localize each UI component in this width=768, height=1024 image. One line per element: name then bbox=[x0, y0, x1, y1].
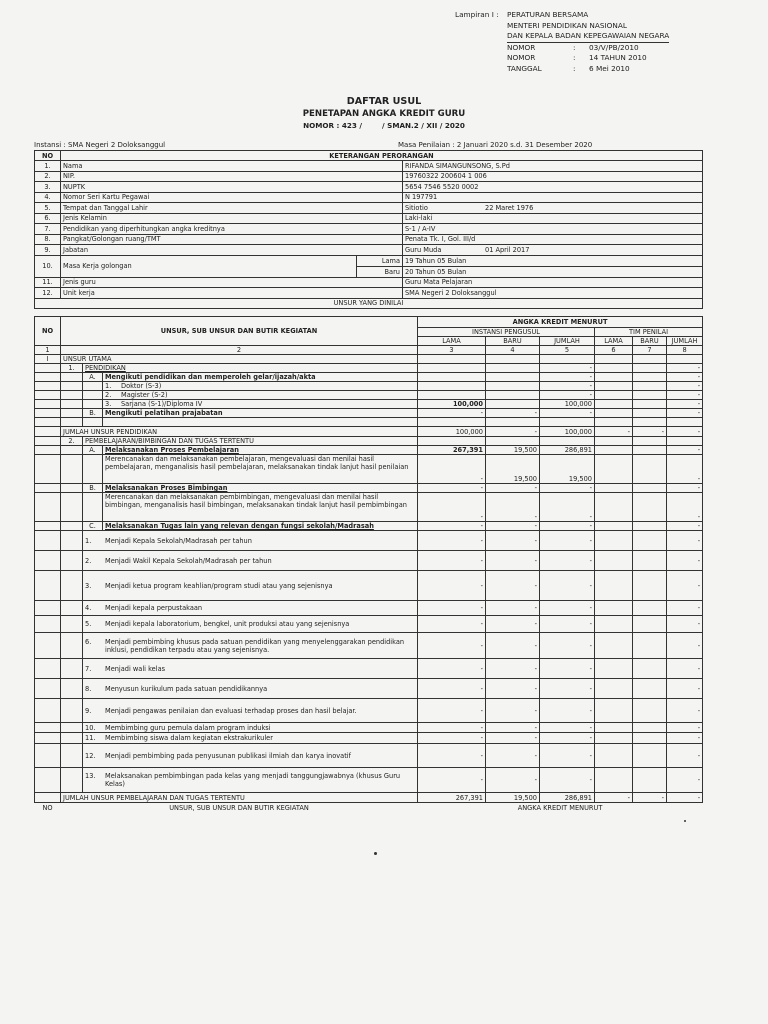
value-jumlah: 19,500 bbox=[540, 455, 595, 484]
col-number: 6 bbox=[595, 346, 633, 355]
task-row: 4. Menjadi kepala perpustakaan - - - - bbox=[35, 601, 703, 616]
item-letter: A. bbox=[83, 373, 103, 382]
header-jumlah: JUMLAH bbox=[540, 337, 595, 346]
masa-kerja-row-lama bbox=[35, 255, 703, 266]
row-value: S-1 / A-IV bbox=[403, 224, 703, 235]
personal-row bbox=[35, 203, 703, 214]
pembelajaran-row bbox=[35, 437, 703, 446]
col-number: 7 bbox=[633, 346, 667, 355]
col-number: 1 bbox=[35, 346, 61, 355]
sub-no: 1. bbox=[61, 364, 83, 373]
personal-row bbox=[35, 224, 703, 235]
item-letter: C. bbox=[83, 522, 103, 531]
item-title: Mengikuti pendidikan dan memperoleh gelar/ijazah/akta bbox=[103, 373, 418, 382]
row-label: Jabatan bbox=[61, 245, 403, 256]
task-row: 2. Menjadi Wakil Kepala Sekolah/Madrasah per tahun - - - - bbox=[35, 551, 703, 571]
task-row: 8. Menyusun kurikulum pada satuan pendidikannya - - - - bbox=[35, 679, 703, 699]
item-title: Melaksanakan Proses Pembelajaran bbox=[103, 446, 418, 455]
proses-pembelajaran-desc-row: Merencanakan dan melaksanakan pembelajaran, mengevaluasi dan menilai hasil pembelajaran, menganalisis hasil pembelajaran, melaksanakan tindak lanjut hasil penilaian - 19,500 19,500 - bbox=[35, 455, 703, 484]
row-no: I bbox=[35, 355, 61, 364]
value-jumlah: 100,000 bbox=[540, 427, 595, 437]
task-row: 12. Menjadi pembimbing pada penyusunan publikasi ilmiah dan karya inovatif - - - - bbox=[35, 744, 703, 768]
row-label: Tempat dan Tanggal Lahir bbox=[61, 203, 403, 214]
lampiran-line-3: DAN KEPALA BADAN KEPEGAWAIAN NEGARA bbox=[507, 31, 669, 43]
header-no: NO bbox=[35, 317, 61, 346]
row-no: 3. bbox=[35, 182, 61, 193]
title-nomor: NOMOR : 423 / / SMAN.2 / XII / 2020 bbox=[303, 121, 465, 130]
value-baru: 19,500 bbox=[486, 446, 540, 455]
unsur-utama-label: UNSUR UTAMA bbox=[61, 355, 418, 364]
header-unsur: UNSUR, SUB UNSUR DAN BUTIR KEGIATAN bbox=[61, 317, 418, 346]
pendidikan-b-row: B. Mengikuti pelatihan prajabatan - - - - bbox=[35, 409, 703, 418]
header-jumlah: JUMLAH bbox=[667, 337, 703, 346]
unsur-dinilai-row bbox=[35, 298, 703, 308]
jumlah-label: JUMLAH UNSUR PENDIDIKAN bbox=[61, 427, 418, 437]
lampiran-line-2: MENTERI PENDIDIKAN NASIONAL bbox=[507, 20, 627, 30]
item-letter: B. bbox=[83, 484, 103, 493]
title-daftar-usul: DAFTAR USUL bbox=[346, 96, 422, 107]
row-label: NIP. bbox=[61, 171, 403, 182]
row-label: Pangkat/Golongan ruang/TMT bbox=[61, 234, 403, 245]
unsur-utama-row bbox=[35, 355, 703, 364]
col-number: 5 bbox=[540, 346, 595, 355]
row-no: 10. bbox=[35, 255, 61, 277]
task-row: 3. Menjadi ketua program keahlian/program studi atau yang sejenisnya - - - - bbox=[35, 571, 703, 601]
lama-label: Lama bbox=[357, 255, 403, 266]
row-value: Laki-laki bbox=[403, 213, 703, 224]
header-lama: LAMA bbox=[595, 337, 633, 346]
pendidikan-row: 1. PENDIDIKAN - - bbox=[35, 364, 703, 373]
lampiran-label: Lampiran I : bbox=[455, 10, 499, 19]
jumlah-pendidikan-row: JUMLAH UNSUR PENDIDIKAN 100,000 - 100,000 - - - bbox=[35, 427, 703, 437]
footer-angka-kredit: ANGKA KREDIT MENURUT bbox=[517, 803, 603, 812]
row-value: 5654 7546 5520 0002 bbox=[403, 182, 703, 193]
proses-bimbingan-desc-row: Merencanakan dan melaksanakan pembimbingan, mengevaluasi dan menilai hasil bimbingan, menganalisis hasil bimbingan, melaksanakan tindak lanjut hasil pembimbingan - - - - bbox=[35, 493, 703, 522]
col-number: 2 bbox=[61, 346, 418, 355]
item-title: Melaksanakan Tugas lain yang relevan dengan fungsi sekolah/Madrasah bbox=[103, 522, 418, 531]
row-value: Guru Mata Pelajaran bbox=[403, 277, 703, 288]
lampiran-line-1: PERATURAN BERSAMA bbox=[507, 10, 589, 19]
jumlah-label: JUMLAH UNSUR PEMBELAJARAN DAN TUGAS TERTENTU bbox=[61, 793, 418, 803]
task-row: 1. Menjadi Kepala Sekolah/Madrasah per tahun - - - - bbox=[35, 531, 703, 551]
row-value: Sitiotio 22 Maret 1976 bbox=[403, 203, 703, 214]
item-title: Melaksanakan Proses Bimbingan bbox=[103, 484, 418, 493]
value-jumlah: 100,000 bbox=[540, 400, 595, 409]
row-no: 6. bbox=[35, 213, 61, 224]
header-no: NO bbox=[35, 151, 61, 161]
degree-row: 1. Doktor (S-3) - - bbox=[35, 382, 703, 391]
proses-bimbingan-row: B. Melaksanakan Proses Bimbingan - - - - bbox=[35, 484, 703, 493]
baru-value: 20 Tahun 05 Bulan bbox=[403, 266, 703, 277]
value-lama: 100,000 bbox=[418, 427, 486, 437]
item-description: Merencanakan dan melaksanakan pembimbingan, mengevaluasi dan menilai hasil bimbingan, menganalisis hasil bimbingan, melaksanakan tindak lanjut hasil pembimbingan bbox=[103, 493, 418, 522]
value-lama: 267,391 bbox=[418, 446, 486, 455]
row-no: 5. bbox=[35, 203, 61, 214]
task-row: 5. Menjadi kepala laboratorium, bengkel, unit produksi atau yang sejenisnya - - - - bbox=[35, 616, 703, 633]
row-no: 8. bbox=[35, 234, 61, 245]
footer-unsur: UNSUR, SUB UNSUR DAN BUTIR KEGIATAN bbox=[169, 803, 309, 812]
header-lama: LAMA bbox=[418, 337, 486, 346]
blank-row bbox=[35, 418, 703, 427]
task-row: 11. Membimbing siswa dalam kegiatan ekstrakurikuler - - - - bbox=[35, 733, 703, 744]
row-no: 7. bbox=[35, 224, 61, 235]
personal-info-table bbox=[34, 150, 703, 309]
task-row: 7. Menjadi wali kelas - - - - bbox=[35, 659, 703, 679]
pendidikan-label: PENDIDIKAN bbox=[83, 364, 418, 373]
footer-no: NO bbox=[42, 803, 53, 812]
degree-row: 3. Sarjana (S-1)/Diploma IV 100,000 100,000 - bbox=[35, 400, 703, 409]
row-value: Guru Muda 01 April 2017 bbox=[403, 245, 703, 256]
row-label: NUPTK bbox=[61, 182, 403, 193]
value-lama: 267,391 bbox=[418, 793, 486, 803]
value-baru: 19,500 bbox=[486, 793, 540, 803]
row-value: Penata Tk. I, Gol. III/d bbox=[403, 234, 703, 245]
item-letter: B. bbox=[83, 409, 103, 418]
row-label: Pendidikan yang diperhitungkan angka kreditnya bbox=[61, 224, 403, 235]
row-label: Nomor Seri Kartu Pegawai bbox=[61, 192, 403, 203]
baru-label: Baru bbox=[357, 266, 403, 277]
pembelajaran-label: PEMBELAJARAN/BIMBINGAN DAN TUGAS TERTENTU bbox=[83, 437, 418, 446]
personal-row bbox=[35, 245, 703, 256]
row-no: 9. bbox=[35, 245, 61, 256]
value-jumlah: 286,891 bbox=[540, 446, 595, 455]
personal-row bbox=[35, 213, 703, 224]
row-label: Unit kerja bbox=[61, 288, 403, 299]
row-label: Jenis guru bbox=[61, 277, 403, 288]
row-no: 11. bbox=[35, 277, 61, 288]
instansi-text: Instansi : SMA Negeri 2 Doloksanggul bbox=[34, 141, 166, 149]
header-tim-penilai: TIM PENILAI bbox=[595, 328, 703, 337]
col-number: 4 bbox=[486, 346, 540, 355]
jumlah-pembelajaran-row: JUMLAH UNSUR PEMBELAJARAN DAN TUGAS TERTENTU 267,391 19,500 286,891 - - - bbox=[35, 793, 703, 803]
sub-no: 2. bbox=[61, 437, 83, 446]
value-jumlah: 286,891 bbox=[540, 793, 595, 803]
title-penetapan: PENETAPAN ANGKA KREDIT GURU bbox=[302, 109, 466, 119]
task-row: 10. Membimbing guru pemula dalam program induksi - - - - bbox=[35, 723, 703, 733]
value-lama: 100,000 bbox=[418, 400, 486, 409]
value-baru: 19,500 bbox=[486, 455, 540, 484]
header-row-1 bbox=[35, 317, 703, 328]
header-baru: BARU bbox=[633, 337, 667, 346]
lama-value: 19 Tahun 05 Bulan bbox=[403, 255, 703, 266]
personal-row bbox=[35, 288, 703, 299]
proses-pembelajaran-row: A. Melaksanakan Proses Pembelajaran 267,391 19,500 286,891 - bbox=[35, 446, 703, 455]
personal-row bbox=[35, 171, 703, 182]
row-label: Jenis Kelamin bbox=[61, 213, 403, 224]
header-keterangan: KETERANGAN PERORANGAN bbox=[61, 151, 703, 161]
personal-row bbox=[35, 192, 703, 203]
personal-row bbox=[35, 182, 703, 193]
row-label: Nama bbox=[61, 161, 403, 172]
row-no: 1. bbox=[35, 161, 61, 172]
task-row: 13. Melaksanakan pembimbingan pada kelas yang menjadi tanggungjawabnya (khusus Guru Kelas) - - - - bbox=[35, 768, 703, 793]
document-title-block bbox=[0, 96, 768, 130]
scan-speck bbox=[684, 820, 686, 822]
row-value: N 197791 bbox=[403, 192, 703, 203]
personal-header-row bbox=[35, 151, 703, 161]
number-row bbox=[35, 346, 703, 355]
unsur-dinilai-header: UNSUR YANG DINILAI bbox=[35, 298, 703, 308]
item-description: Merencanakan dan melaksanakan pembelajaran, mengevaluasi dan menilai hasil pembelajaran, menganalisis hasil pembelajaran, melaksanakan tindak lanjut hasil penilaian bbox=[103, 455, 418, 484]
row-no: 2. bbox=[35, 171, 61, 182]
lampiran-nomor-2: NOMOR : 14 TAHUN 2010 bbox=[507, 53, 647, 63]
footer-header-row bbox=[35, 803, 703, 813]
col-number: 8 bbox=[667, 346, 703, 355]
row-value: SMA Negeri 2 Doloksanggul bbox=[403, 288, 703, 299]
lampiran-tanggal: TANGGAL : 6 Mei 2010 bbox=[507, 63, 630, 73]
header-instansi: INSTANSI PENGUSUL bbox=[418, 328, 595, 337]
item-title: Mengikuti pelatihan prajabatan bbox=[103, 409, 418, 418]
personal-row bbox=[35, 161, 703, 172]
credit-table bbox=[34, 316, 703, 813]
personal-row bbox=[35, 234, 703, 245]
header-baru: BARU bbox=[486, 337, 540, 346]
pendidikan-a-row: A. Mengikuti pendidikan dan memperoleh gelar/ijazah/akta - - bbox=[35, 373, 703, 382]
masa-penilaian-text: Masa Penilaian : 2 Januari 2020 s.d. 31 Desember 2020 bbox=[398, 141, 593, 149]
col-number: 3 bbox=[418, 346, 486, 355]
task-row: 6. Menjadi pembimbing khusus pada satuan pendidikan yang menyelenggarakan pendidikan inklusi, pendidikan terpadu atau yang sejenisnya. - - - - bbox=[35, 633, 703, 659]
task-row: 9. Menjadi pengawas penilaian dan evaluasi terhadap proses dan hasil belajar. - - - - bbox=[35, 699, 703, 723]
personal-row bbox=[35, 277, 703, 288]
tugas-lain-row: C. Melaksanakan Tugas lain yang relevan dengan fungsi sekolah/Madrasah - - - - bbox=[35, 522, 703, 531]
lampiran-nomor-1: NOMOR : 03/V/PB/2010 bbox=[507, 42, 639, 52]
scan-speck bbox=[374, 852, 377, 855]
row-value: RIFANDA SIMANGUNSONG, S.Pd bbox=[403, 161, 703, 172]
masa-kerja-label: Masa Kerja golongan bbox=[61, 255, 357, 277]
row-no: 12. bbox=[35, 288, 61, 299]
row-value: 19760322 200604 1 006 bbox=[403, 171, 703, 182]
row-no: 4. bbox=[35, 192, 61, 203]
item-letter: A. bbox=[83, 446, 103, 455]
header-angka-kredit: ANGKA KREDIT MENURUT bbox=[418, 317, 703, 328]
degree-row: 2. Magister (S-2) - - bbox=[35, 391, 703, 400]
